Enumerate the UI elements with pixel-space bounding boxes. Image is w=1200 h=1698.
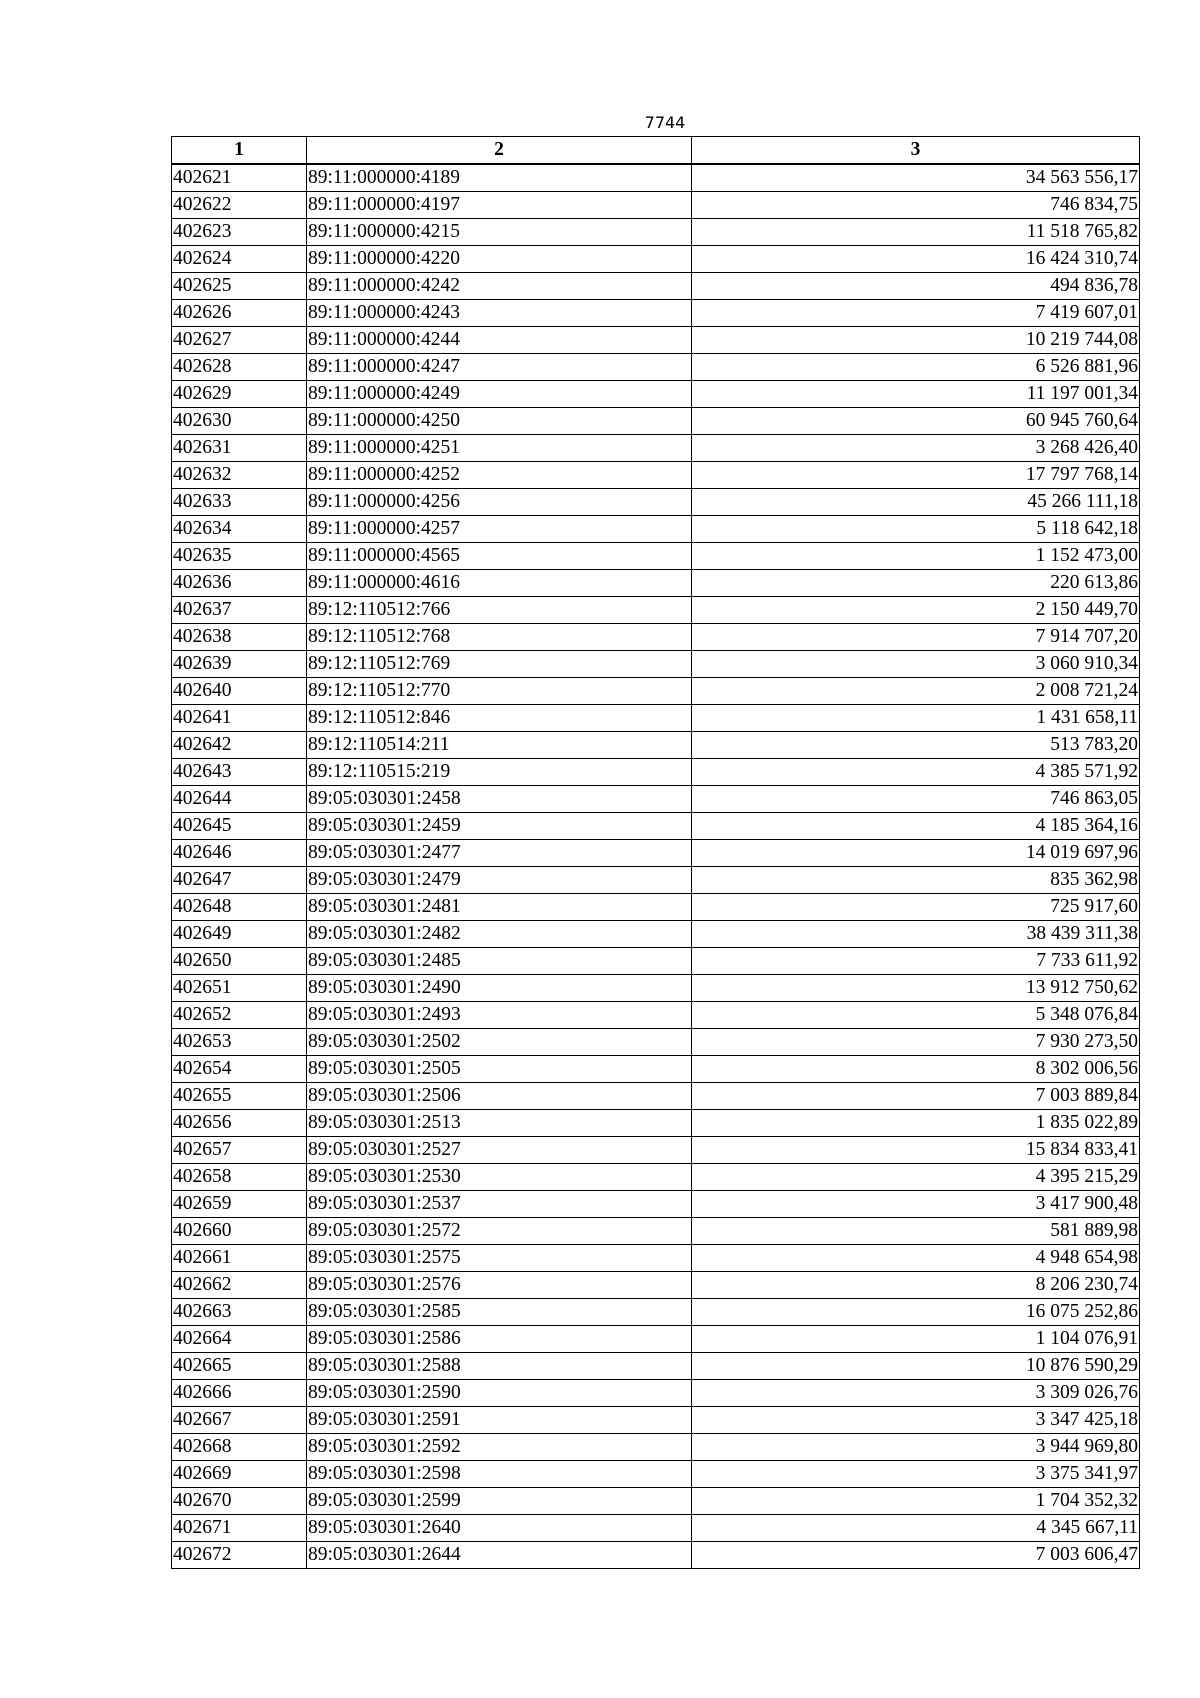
value-cell: 581 889,98 bbox=[692, 1218, 1140, 1245]
table-row bbox=[172, 570, 1140, 597]
table-row bbox=[172, 516, 1140, 543]
table-row bbox=[172, 867, 1140, 894]
row-number-cell: 402663 bbox=[172, 1299, 307, 1326]
cadastral-number-cell: 89:11:000000:4249 bbox=[307, 381, 692, 408]
cadastral-number-cell: 89:12:110512:768 bbox=[307, 624, 692, 651]
column-header-2: 2 bbox=[307, 137, 692, 165]
cadastral-number-cell: 89:05:030301:2485 bbox=[307, 948, 692, 975]
value-cell: 60 945 760,64 bbox=[692, 408, 1140, 435]
cadastral-number-cell: 89:05:030301:2588 bbox=[307, 1353, 692, 1380]
value-cell: 8 302 006,56 bbox=[692, 1056, 1140, 1083]
row-number-cell: 402660 bbox=[172, 1218, 307, 1245]
table-row bbox=[172, 1137, 1140, 1164]
cadastral-number-cell: 89:11:000000:4220 bbox=[307, 246, 692, 273]
table-row bbox=[172, 840, 1140, 867]
row-number-cell: 402631 bbox=[172, 435, 307, 462]
value-cell: 2 150 449,70 bbox=[692, 597, 1140, 624]
value-cell: 3 417 900,48 bbox=[692, 1191, 1140, 1218]
cadastral-number-cell: 89:12:110512:766 bbox=[307, 597, 692, 624]
value-cell: 3 060 910,34 bbox=[692, 651, 1140, 678]
cadastral-number-cell: 89:05:030301:2527 bbox=[307, 1137, 692, 1164]
row-number-cell: 402651 bbox=[172, 975, 307, 1002]
row-number-cell: 402630 bbox=[172, 408, 307, 435]
value-cell: 7 930 273,50 bbox=[692, 1029, 1140, 1056]
value-cell: 3 268 426,40 bbox=[692, 435, 1140, 462]
row-number-cell: 402627 bbox=[172, 327, 307, 354]
row-number-cell: 402638 bbox=[172, 624, 307, 651]
table-row bbox=[172, 462, 1140, 489]
row-number-cell: 402658 bbox=[172, 1164, 307, 1191]
table-row bbox=[172, 381, 1140, 408]
table-row bbox=[172, 1488, 1140, 1515]
cadastral-number-cell: 89:11:000000:4242 bbox=[307, 273, 692, 300]
row-number-cell: 402636 bbox=[172, 570, 307, 597]
table-row bbox=[172, 705, 1140, 732]
value-cell: 10 876 590,29 bbox=[692, 1353, 1140, 1380]
table-row bbox=[172, 273, 1140, 300]
value-cell: 7 003 606,47 bbox=[692, 1542, 1140, 1569]
row-number-cell: 402621 bbox=[172, 164, 307, 192]
cadastral-number-cell: 89:11:000000:4250 bbox=[307, 408, 692, 435]
cadastral-number-cell: 89:05:030301:2537 bbox=[307, 1191, 692, 1218]
cadastral-number-cell: 89:11:000000:4616 bbox=[307, 570, 692, 597]
value-cell: 3 375 341,97 bbox=[692, 1461, 1140, 1488]
table-row bbox=[172, 1380, 1140, 1407]
cadastral-number-cell: 89:11:000000:4256 bbox=[307, 489, 692, 516]
value-cell: 220 613,86 bbox=[692, 570, 1140, 597]
cadastral-number-cell: 89:05:030301:2513 bbox=[307, 1110, 692, 1137]
row-number-cell: 402624 bbox=[172, 246, 307, 273]
cadastral-number-cell: 89:05:030301:2585 bbox=[307, 1299, 692, 1326]
row-number-cell: 402622 bbox=[172, 192, 307, 219]
table-row bbox=[172, 300, 1140, 327]
value-cell: 835 362,98 bbox=[692, 867, 1140, 894]
table-row bbox=[172, 1326, 1140, 1353]
table-row bbox=[172, 759, 1140, 786]
row-number-cell: 402633 bbox=[172, 489, 307, 516]
cadastral-number-cell: 89:05:030301:2459 bbox=[307, 813, 692, 840]
value-cell: 2 008 721,24 bbox=[692, 678, 1140, 705]
cadastral-number-cell: 89:05:030301:2592 bbox=[307, 1434, 692, 1461]
value-cell: 17 797 768,14 bbox=[692, 462, 1140, 489]
table-row bbox=[172, 435, 1140, 462]
row-number-cell: 402672 bbox=[172, 1542, 307, 1569]
table-row bbox=[172, 624, 1140, 651]
page-number: 7744 bbox=[644, 113, 686, 132]
cadastral-number-cell: 89:05:030301:2530 bbox=[307, 1164, 692, 1191]
value-cell: 4 395 215,29 bbox=[692, 1164, 1140, 1191]
row-number-cell: 402640 bbox=[172, 678, 307, 705]
cadastral-number-cell: 89:05:030301:2458 bbox=[307, 786, 692, 813]
table-row bbox=[172, 948, 1140, 975]
table-row bbox=[172, 813, 1140, 840]
table-row bbox=[172, 1218, 1140, 1245]
cadastral-number-cell: 89:11:000000:4215 bbox=[307, 219, 692, 246]
table-body bbox=[172, 164, 1140, 1569]
table-row bbox=[172, 651, 1140, 678]
row-number-cell: 402644 bbox=[172, 786, 307, 813]
value-cell: 6 526 881,96 bbox=[692, 354, 1140, 381]
table-header-row bbox=[172, 137, 1140, 165]
column-header-3: 3 bbox=[692, 137, 1140, 165]
table-row bbox=[172, 1002, 1140, 1029]
value-cell: 5 118 642,18 bbox=[692, 516, 1140, 543]
value-cell: 1 152 473,00 bbox=[692, 543, 1140, 570]
table-row bbox=[172, 1083, 1140, 1110]
cadastral-number-cell: 89:05:030301:2506 bbox=[307, 1083, 692, 1110]
cadastral-number-cell: 89:12:110512:846 bbox=[307, 705, 692, 732]
row-number-cell: 402625 bbox=[172, 273, 307, 300]
register-table bbox=[171, 136, 1140, 1569]
table-row bbox=[172, 192, 1140, 219]
table-row bbox=[172, 246, 1140, 273]
row-number-cell: 402666 bbox=[172, 1380, 307, 1407]
row-number-cell: 402642 bbox=[172, 732, 307, 759]
row-number-cell: 402634 bbox=[172, 516, 307, 543]
table-row bbox=[172, 543, 1140, 570]
row-number-cell: 402665 bbox=[172, 1353, 307, 1380]
value-cell: 1 704 352,32 bbox=[692, 1488, 1140, 1515]
value-cell: 11 518 765,82 bbox=[692, 219, 1140, 246]
row-number-cell: 402659 bbox=[172, 1191, 307, 1218]
value-cell: 16 424 310,74 bbox=[692, 246, 1140, 273]
value-cell: 7 733 611,92 bbox=[692, 948, 1140, 975]
row-number-cell: 402662 bbox=[172, 1272, 307, 1299]
table-row bbox=[172, 597, 1140, 624]
cadastral-number-cell: 89:05:030301:2493 bbox=[307, 1002, 692, 1029]
cadastral-number-cell: 89:12:110515:219 bbox=[307, 759, 692, 786]
row-number-cell: 402626 bbox=[172, 300, 307, 327]
row-number-cell: 402635 bbox=[172, 543, 307, 570]
table-row bbox=[172, 219, 1140, 246]
cadastral-number-cell: 89:11:000000:4565 bbox=[307, 543, 692, 570]
value-cell: 16 075 252,86 bbox=[692, 1299, 1140, 1326]
value-cell: 1 431 658,11 bbox=[692, 705, 1140, 732]
cadastral-number-cell: 89:05:030301:2482 bbox=[307, 921, 692, 948]
value-cell: 45 266 111,18 bbox=[692, 489, 1140, 516]
row-number-cell: 402623 bbox=[172, 219, 307, 246]
value-cell: 513 783,20 bbox=[692, 732, 1140, 759]
cadastral-number-cell: 89:12:110512:770 bbox=[307, 678, 692, 705]
row-number-cell: 402650 bbox=[172, 948, 307, 975]
table-row bbox=[172, 1056, 1140, 1083]
value-cell: 5 348 076,84 bbox=[692, 1002, 1140, 1029]
value-cell: 11 197 001,34 bbox=[692, 381, 1140, 408]
table-row bbox=[172, 1299, 1140, 1326]
table-row bbox=[172, 327, 1140, 354]
cadastral-number-cell: 89:12:110512:769 bbox=[307, 651, 692, 678]
row-number-cell: 402670 bbox=[172, 1488, 307, 1515]
cadastral-number-cell: 89:05:030301:2590 bbox=[307, 1380, 692, 1407]
row-number-cell: 402671 bbox=[172, 1515, 307, 1542]
cadastral-number-cell: 89:11:000000:4243 bbox=[307, 300, 692, 327]
table-row bbox=[172, 1164, 1140, 1191]
row-number-cell: 402648 bbox=[172, 894, 307, 921]
table-row bbox=[172, 1191, 1140, 1218]
cadastral-number-cell: 89:11:000000:4197 bbox=[307, 192, 692, 219]
cadastral-number-cell: 89:05:030301:2644 bbox=[307, 1542, 692, 1569]
row-number-cell: 402629 bbox=[172, 381, 307, 408]
cadastral-number-cell: 89:05:030301:2490 bbox=[307, 975, 692, 1002]
table-row bbox=[172, 678, 1140, 705]
row-number-cell: 402655 bbox=[172, 1083, 307, 1110]
cadastral-number-cell: 89:11:000000:4244 bbox=[307, 327, 692, 354]
row-number-cell: 402628 bbox=[172, 354, 307, 381]
row-number-cell: 402632 bbox=[172, 462, 307, 489]
cadastral-number-cell: 89:05:030301:2586 bbox=[307, 1326, 692, 1353]
cadastral-number-cell: 89:05:030301:2598 bbox=[307, 1461, 692, 1488]
table-row bbox=[172, 1515, 1140, 1542]
table-row bbox=[172, 921, 1140, 948]
value-cell: 4 385 571,92 bbox=[692, 759, 1140, 786]
table-row bbox=[172, 1461, 1140, 1488]
value-cell: 3 347 425,18 bbox=[692, 1407, 1140, 1434]
value-cell: 725 917,60 bbox=[692, 894, 1140, 921]
value-cell: 14 019 697,96 bbox=[692, 840, 1140, 867]
row-number-cell: 402667 bbox=[172, 1407, 307, 1434]
table-row bbox=[172, 1272, 1140, 1299]
row-number-cell: 402656 bbox=[172, 1110, 307, 1137]
cadastral-number-cell: 89:11:000000:4251 bbox=[307, 435, 692, 462]
table-row bbox=[172, 1542, 1140, 1569]
table-row bbox=[172, 164, 1140, 192]
row-number-cell: 402637 bbox=[172, 597, 307, 624]
row-number-cell: 402646 bbox=[172, 840, 307, 867]
value-cell: 4 185 364,16 bbox=[692, 813, 1140, 840]
cadastral-number-cell: 89:05:030301:2591 bbox=[307, 1407, 692, 1434]
row-number-cell: 402639 bbox=[172, 651, 307, 678]
table-row bbox=[172, 1245, 1140, 1272]
table-row bbox=[172, 1434, 1140, 1461]
value-cell: 4 345 667,11 bbox=[692, 1515, 1140, 1542]
cadastral-number-cell: 89:05:030301:2502 bbox=[307, 1029, 692, 1056]
row-number-cell: 402668 bbox=[172, 1434, 307, 1461]
row-number-cell: 402647 bbox=[172, 867, 307, 894]
table-row bbox=[172, 1029, 1140, 1056]
cadastral-number-cell: 89:05:030301:2576 bbox=[307, 1272, 692, 1299]
table-row bbox=[172, 408, 1140, 435]
value-cell: 746 863,05 bbox=[692, 786, 1140, 813]
row-number-cell: 402657 bbox=[172, 1137, 307, 1164]
row-number-cell: 402664 bbox=[172, 1326, 307, 1353]
value-cell: 1 104 076,91 bbox=[692, 1326, 1140, 1353]
row-number-cell: 402653 bbox=[172, 1029, 307, 1056]
cadastral-number-cell: 89:05:030301:2575 bbox=[307, 1245, 692, 1272]
row-number-cell: 402641 bbox=[172, 705, 307, 732]
value-cell: 38 439 311,38 bbox=[692, 921, 1140, 948]
column-header-1: 1 bbox=[172, 137, 307, 165]
cadastral-number-cell: 89:05:030301:2477 bbox=[307, 840, 692, 867]
cadastral-number-cell: 89:11:000000:4257 bbox=[307, 516, 692, 543]
value-cell: 15 834 833,41 bbox=[692, 1137, 1140, 1164]
cadastral-number-cell: 89:12:110514:211 bbox=[307, 732, 692, 759]
cadastral-number-cell: 89:05:030301:2599 bbox=[307, 1488, 692, 1515]
value-cell: 4 948 654,98 bbox=[692, 1245, 1140, 1272]
row-number-cell: 402649 bbox=[172, 921, 307, 948]
value-cell: 10 219 744,08 bbox=[692, 327, 1140, 354]
cadastral-number-cell: 89:11:000000:4247 bbox=[307, 354, 692, 381]
cadastral-number-cell: 89:05:030301:2572 bbox=[307, 1218, 692, 1245]
cadastral-number-cell: 89:05:030301:2479 bbox=[307, 867, 692, 894]
table-row bbox=[172, 975, 1140, 1002]
value-cell: 3 944 969,80 bbox=[692, 1434, 1140, 1461]
value-cell: 3 309 026,76 bbox=[692, 1380, 1140, 1407]
cadastral-number-cell: 89:05:030301:2481 bbox=[307, 894, 692, 921]
table-row bbox=[172, 489, 1140, 516]
row-number-cell: 402645 bbox=[172, 813, 307, 840]
table-row bbox=[172, 894, 1140, 921]
value-cell: 7 419 607,01 bbox=[692, 300, 1140, 327]
value-cell: 7 003 889,84 bbox=[692, 1083, 1140, 1110]
cadastral-number-cell: 89:05:030301:2505 bbox=[307, 1056, 692, 1083]
cadastral-number-cell: 89:05:030301:2640 bbox=[307, 1515, 692, 1542]
value-cell: 494 836,78 bbox=[692, 273, 1140, 300]
value-cell: 34 563 556,17 bbox=[692, 164, 1140, 192]
value-cell: 8 206 230,74 bbox=[692, 1272, 1140, 1299]
row-number-cell: 402669 bbox=[172, 1461, 307, 1488]
table-row bbox=[172, 786, 1140, 813]
table-row bbox=[172, 354, 1140, 381]
table-row bbox=[172, 732, 1140, 759]
row-number-cell: 402661 bbox=[172, 1245, 307, 1272]
value-cell: 13 912 750,62 bbox=[692, 975, 1140, 1002]
row-number-cell: 402643 bbox=[172, 759, 307, 786]
value-cell: 7 914 707,20 bbox=[692, 624, 1140, 651]
table-row bbox=[172, 1407, 1140, 1434]
value-cell: 1 835 022,89 bbox=[692, 1110, 1140, 1137]
row-number-cell: 402654 bbox=[172, 1056, 307, 1083]
row-number-cell: 402652 bbox=[172, 1002, 307, 1029]
cadastral-number-cell: 89:11:000000:4252 bbox=[307, 462, 692, 489]
value-cell: 746 834,75 bbox=[692, 192, 1140, 219]
cadastral-number-cell: 89:11:000000:4189 bbox=[307, 164, 692, 192]
table-row bbox=[172, 1353, 1140, 1380]
table-row bbox=[172, 1110, 1140, 1137]
